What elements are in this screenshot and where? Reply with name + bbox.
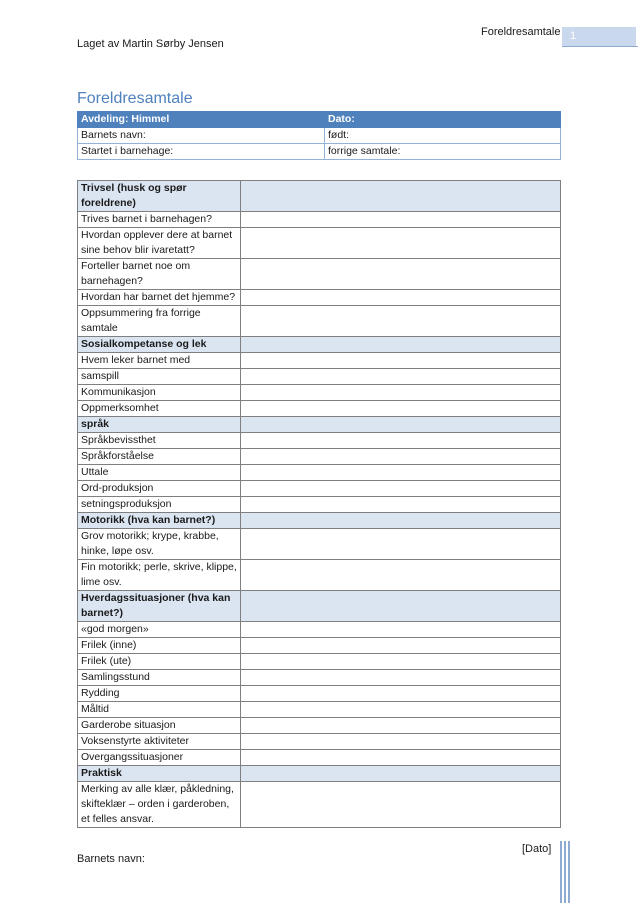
table-row [78,290,561,306]
notes-cell[interactable] [241,782,561,828]
header-author: Laget av Martin Sørby Jensen [77,38,224,50]
table-row [78,670,561,686]
table-row [78,750,561,766]
topic-label: Forteller barnet noe om barnehagen? [78,259,241,290]
notes-cell[interactable] [241,734,561,750]
footer-date: [Dato] [522,843,552,855]
notes-cell[interactable] [241,401,561,417]
header-doc-name: Foreldresamtale [481,26,561,38]
table-row [78,686,561,702]
notes-cell[interactable] [241,560,561,591]
info-cell[interactable]: forrige samtale: [325,144,561,160]
table-row [78,734,561,750]
section-header-row [78,513,561,529]
header-rule [562,46,638,47]
topic-label: Hvem leker barnet med [78,353,241,369]
info-cell[interactable]: Startet i barnehage: [78,144,325,160]
footer-bar [560,841,562,903]
notes-cell[interactable] [241,181,561,212]
notes-cell[interactable] [241,670,561,686]
notes-cell[interactable] [241,259,561,290]
notes-cell[interactable] [241,750,561,766]
conversation-table-body [78,181,561,828]
notes-cell[interactable] [241,228,561,259]
table-row [78,481,561,497]
notes-cell[interactable] [241,513,561,529]
topic-label: Grov motorikk; krype, krabbe, hinke, løpe osv. [78,529,241,560]
table-row [78,353,561,369]
info-table-row [78,144,561,160]
topic-label: Garderobe situasjon [78,718,241,734]
topic-label: Merking av alle klær, påkledning, skifteklær – orden i garderoben, et felles ansvar. [78,782,241,828]
section-label: språk [78,417,241,433]
table-row [78,622,561,638]
document-title: Foreldresamtale [77,90,193,107]
section-label: Hverdagssituasjoner (hva kan barnet?) [78,591,241,622]
notes-cell[interactable] [241,290,561,306]
table-row [78,306,561,337]
topic-label: «god morgen» [78,622,241,638]
table-row [78,228,561,259]
notes-cell[interactable] [241,306,561,337]
topic-label: Ord-produksjon [78,481,241,497]
topic-label: Frilek (inne) [78,638,241,654]
section-label: Sosialkompetanse og lek [78,337,241,353]
notes-cell[interactable] [241,481,561,497]
notes-cell[interactable] [241,654,561,670]
section-label: Trivsel (husk og spør foreldrene) [78,181,241,212]
topic-label: Frilek (ute) [78,654,241,670]
footer-bar [564,841,566,903]
table-row [78,782,561,828]
footer-bar [568,841,570,903]
table-row [78,529,561,560]
table-row [78,212,561,228]
topic-label: setningsproduksjon [78,497,241,513]
table-row [78,560,561,591]
table-row [78,718,561,734]
notes-cell[interactable] [241,433,561,449]
topic-label: Samlingsstund [78,670,241,686]
notes-cell[interactable] [241,718,561,734]
section-header-row [78,181,561,212]
notes-cell[interactable] [241,702,561,718]
section-header-row [78,417,561,433]
section-label: Praktisk [78,766,241,782]
table-row [78,449,561,465]
table-row [78,638,561,654]
topic-label: samspill [78,369,241,385]
topic-label: Hvordan har barnet det hjemme? [78,290,241,306]
notes-cell[interactable] [241,591,561,622]
topic-label: Språkforståelse [78,449,241,465]
topic-label: Uttale [78,465,241,481]
notes-cell[interactable] [241,353,561,369]
topic-label: Oppmerksomhet [78,401,241,417]
notes-cell[interactable] [241,465,561,481]
info-cell[interactable]: født: [325,128,561,144]
notes-cell[interactable] [241,417,561,433]
table-row [78,401,561,417]
notes-cell[interactable] [241,385,561,401]
info-cell[interactable]: Dato: [325,112,561,128]
table-row [78,433,561,449]
topic-label: Språkbevissthet [78,433,241,449]
notes-cell[interactable] [241,369,561,385]
notes-cell[interactable] [241,497,561,513]
table-row [78,702,561,718]
info-cell[interactable]: Avdeling: Himmel [78,112,325,128]
topic-label: Voksenstyrte aktiviteter [78,734,241,750]
section-label: Motorikk (hva kan barnet?) [78,513,241,529]
topic-label: Overgangssituasjoner [78,750,241,766]
topic-label: Kommunikasjon [78,385,241,401]
topic-label: Trives barnet i barnehagen? [78,212,241,228]
notes-cell[interactable] [241,686,561,702]
info-cell[interactable]: Barnets navn: [78,128,325,144]
page-number: 1 [570,30,577,42]
footer-child-name: Barnets navn: [77,853,145,865]
topic-label: Hvordan opplever dere at barnet sine behov blir ivaretatt? [78,228,241,259]
topic-label: Fin motorikk; perle, skrive, klippe, lime osv. [78,560,241,591]
notes-cell[interactable] [241,529,561,560]
notes-cell[interactable] [241,337,561,353]
info-table [77,111,561,160]
table-row [78,465,561,481]
table-row [78,369,561,385]
table-row [78,497,561,513]
table-row [78,385,561,401]
section-header-row [78,591,561,622]
notes-cell[interactable] [241,622,561,638]
topic-label: Måltid [78,702,241,718]
info-table-row [78,128,561,144]
table-row [78,259,561,290]
notes-cell[interactable] [241,212,561,228]
topic-label: Rydding [78,686,241,702]
info-table-header-row [78,112,561,128]
table-row [78,654,561,670]
notes-cell[interactable] [241,638,561,654]
topic-label: Oppsummering fra forrige samtale [78,306,241,337]
conversation-table [77,180,561,828]
section-header-row [78,766,561,782]
notes-cell[interactable] [241,449,561,465]
page-number-box [562,27,636,46]
section-header-row [78,337,561,353]
notes-cell[interactable] [241,766,561,782]
